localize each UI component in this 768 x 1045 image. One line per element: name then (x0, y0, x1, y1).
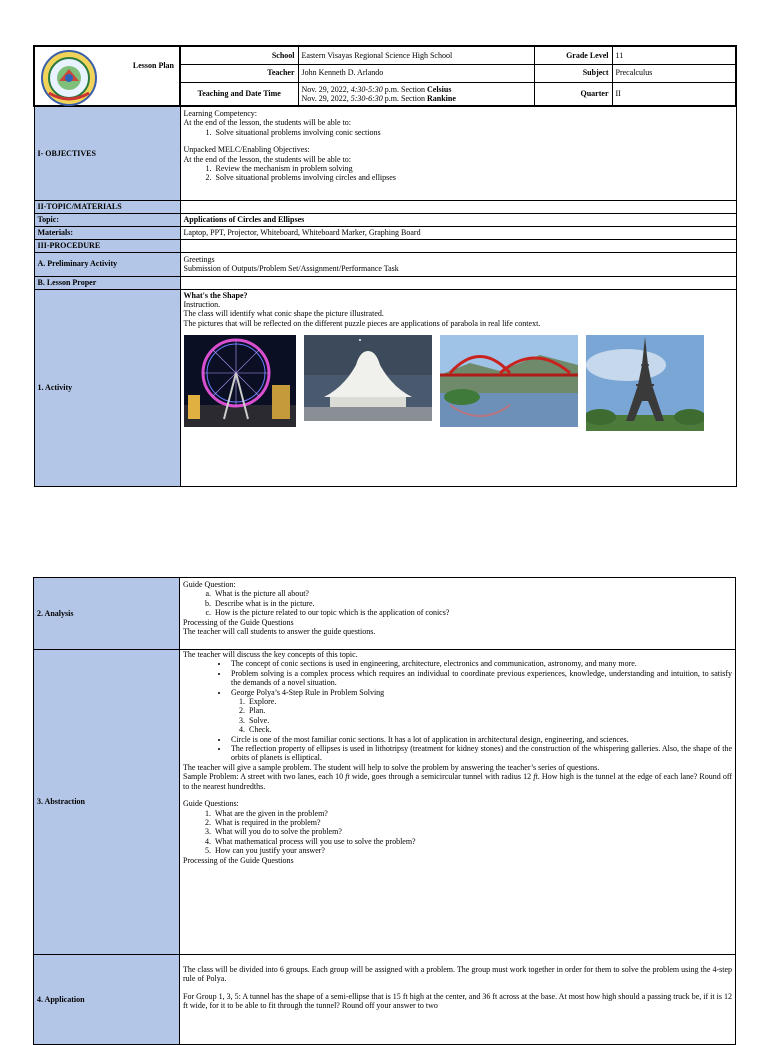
lesson-proper-label: B. Lesson Proper (34, 276, 180, 289)
time-value (298, 82, 534, 106)
teacher-label: Teacher (180, 64, 298, 82)
red-arch-bridge-photo (440, 335, 578, 427)
materials-label: Materials: (34, 226, 180, 239)
lesson-plan-table-page2 (33, 577, 736, 1045)
objectives-line: Unpacked MELC/Enabling Objectives: (183, 145, 310, 155)
time-line-1: Nov. 29, 2022, 4:30-5:30 p.m. Section Celsius (301, 84, 452, 94)
list-item: 1. What are the given in the problem? (213, 809, 732, 818)
school-value: Eastern Visayas Regional Science High School (298, 46, 534, 64)
procedure-label: III-PROCEDURE (34, 239, 180, 252)
lesson-plan-table-page1 (33, 45, 737, 487)
quarter-label: Quarter (534, 82, 612, 106)
preliminary-label: A. Preliminary Activity (34, 252, 180, 276)
sample-problem: Sample Problem: A street with two lanes, each 10 ft wide, goes through a semicircular tunnel with radius 12 ft. How high is the tunnel at the edge of each lane? Round off to the nearest hundredths. (183, 772, 733, 791)
abstraction-intro: The teacher will discuss the key concepts of this topic. (183, 650, 358, 659)
polya-steps (231, 697, 732, 735)
analysis-label: 2. Analysis (34, 578, 180, 650)
list-item: 2. Plan. (247, 706, 732, 715)
time-label: Teaching and Date Time (180, 82, 298, 106)
grade-value: 11 (612, 46, 736, 64)
abstraction-label: 3. Abstraction (34, 650, 180, 955)
analysis-line: Processing of the Guide Questions (183, 617, 294, 627)
guide-questions-list (183, 809, 732, 856)
teacher-value: John Kenneth D. Arlando (298, 64, 534, 82)
list-item: 1. Explore. (247, 697, 732, 706)
topic-materials-label: II-TOPIC/MATERIALS (34, 200, 180, 213)
activity-line: The pictures that will be reflected on the different puzzle pieces are applications of parabola in real life context. (183, 318, 541, 328)
greetings-text: Greetings (183, 254, 215, 264)
list-item: 5. How can you justify your answer? (213, 846, 732, 855)
activity-label: 1. Activity (34, 289, 180, 486)
submission-text: Submission of Outputs/Problem Set/Assignment/Performance Task (183, 264, 399, 273)
abstraction-content (180, 650, 736, 955)
activity-line: Instruction. (183, 299, 221, 309)
analysis-line: Guide Question: (183, 580, 236, 589)
grade-label: Grade Level (534, 46, 612, 64)
activity-pictures (184, 335, 733, 431)
eiffel-tower-photo (586, 335, 704, 431)
lesson-plan-title: Lesson Plan (132, 61, 174, 70)
activity-title: What's the Shape? (183, 290, 248, 300)
activity-line: The class will identify what conic shape the picture illustrated. (183, 309, 384, 319)
materials-value: Laptop, PPT, Projector, Whiteboard, Whiteboard Marker, Graphing Board (180, 226, 736, 239)
planetarium-photo (304, 335, 432, 421)
quarter-value: II (612, 82, 736, 106)
list-item: 2. What is required in the problem? (213, 818, 732, 827)
list-item: 1. Review the mechanism in problem solving (214, 164, 733, 173)
subject-value: Precalculus (612, 64, 736, 82)
logo-cell (34, 46, 180, 106)
analysis-list (183, 589, 732, 617)
list-item: b. Describe what is in the picture. (213, 599, 732, 608)
topic-label: Topic: (34, 213, 180, 226)
list-item: • The reflection property of ellipses is used in lithotripsy (treatment for kidney stones) and the construction of the whispering galleries. Also, the shape of the orbits of planets is elliptical. (229, 744, 732, 763)
application-paragraph: The class will be divided into 6 groups. Each group will be assigned with a problem. The group must work together in order for them to solve the problem using the 4-step rule of Polya. (183, 965, 732, 984)
melc-list (184, 164, 733, 183)
list-item: 3. Solve. (247, 716, 732, 725)
ferris-wheel-photo (184, 335, 296, 427)
objectives-line: Learning Competency: (183, 109, 258, 118)
list-item: • George Polya’s 4-Step Rule in Problem Solving 1. Explore. 2. Plan. 3. Solve. 4. Check. (229, 688, 732, 735)
guide-questions-title: Guide Questions: (183, 799, 239, 809)
analysis-line: The teacher will call students to answer the guide questions. (183, 627, 376, 637)
list-item: • Circle is one of the most familiar conic sections. It has a lot of application in architectural design, engineering, and sciences. (229, 735, 732, 744)
abstraction-teacher-line: The teacher will give a sample problem. The student will help to solve the problem by answering the teacher’s series of questions. (183, 762, 600, 772)
topic-value: Applications of Circles and Ellipses (180, 213, 736, 226)
application-label: 4. Application (34, 955, 180, 1045)
activity-content (180, 289, 736, 486)
school-label: School (180, 46, 298, 64)
list-item: 1. Solve situational problems involving conic sections (214, 128, 733, 137)
list-item: • The concept of conic sections is used in engineering, architecture, electronics and communication, astronomy, and many more. (229, 659, 732, 668)
preliminary-content (180, 252, 736, 276)
objectives-line: At the end of the lesson, the students will be able to: (183, 118, 352, 128)
list-item: 3. What will you do to solve the problem? (213, 827, 732, 836)
objectives-line: At the end of the lesson, the students will be able to: (183, 154, 352, 164)
list-item: c. How is the picture related to our topic which is the application of conics? (213, 608, 732, 617)
objectives-label: I- OBJECTIVES (34, 106, 180, 200)
objectives-content (180, 106, 736, 200)
list-item: • Problem solving is a complex process which requires an individual to coordinate previous experiences, knowledge, understanding and intuition, to satisfy the demands of a novel situation. (229, 669, 732, 688)
competency-list (184, 128, 733, 137)
abstraction-bullets (183, 659, 732, 762)
school-seal-logo (39, 49, 101, 107)
list-item: 2. Solve situational problems involving circles and ellipses (214, 173, 733, 182)
list-item: 4. Check. (247, 725, 732, 734)
subject-label: Subject (534, 64, 612, 82)
processing-line: Processing of the Guide Questions (183, 855, 294, 865)
time-line-2: Nov. 29, 2022, 5:30-6:30 p.m. Section Rankine (301, 93, 456, 103)
list-item: 4. What mathematical process will you use to solve the problem? (213, 837, 732, 846)
application-paragraph: For Group 1, 3, 5: A tunnel has the shape of a semi-ellipse that is 15 ft high at the center, and 36 ft across at the base. At most how high should a passing truck be, if it is 12 ft wide, for it to be able to fit through the tunnel? Round off your answer to two (183, 991, 732, 1011)
application-content (180, 955, 736, 1045)
analysis-content (180, 578, 736, 650)
list-item: a. What is the picture all about? (213, 589, 732, 598)
